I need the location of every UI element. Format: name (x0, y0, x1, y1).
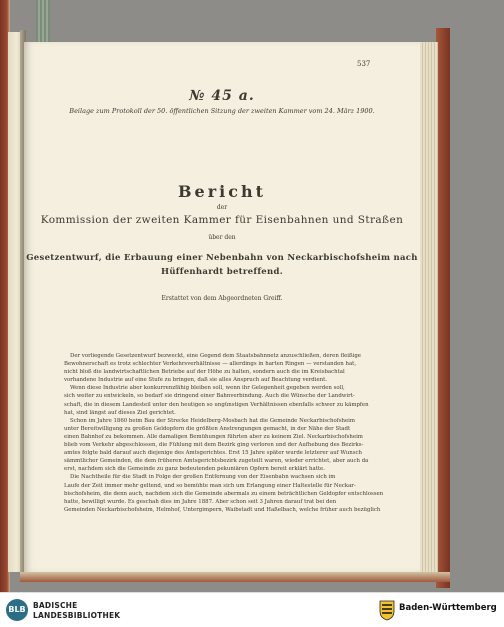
page-stack-edge (420, 42, 438, 576)
body-line: hat, sind längst auf dieses Ziel gerichtet. (64, 409, 176, 416)
body-line: unter Bereitwilligung zu großen Geldopfern die größten Anstrengungen gemacht, in der Nähe der Stadt (64, 425, 351, 432)
body-line: Bewohnerschaft es trotz schlechter Verkehrsverhältnisse — allerdings in harten Ringen — verstanden hat, (64, 361, 357, 368)
baden-wuerttemberg-crest-icon[interactable] (379, 599, 395, 621)
body-line: vorhandene Industrie auf eine Stufe zu bringen, daß sie alles Anspruch auf Beachtung verdient. (64, 377, 327, 384)
book-cover-right (436, 28, 450, 588)
body-line: Der vorliegende Gesetzentwurf bezweckt, eine Gegend dem Staatsbahnnetz anzuschließen, deren fleißige (70, 353, 361, 359)
state-name[interactable]: Baden-Württemberg (399, 603, 497, 613)
body-line: sich weiter zu entwickeln, so bedarf sie dringend einer Bahnverbindung. Auch die Wünsche der Landwirt- (64, 393, 355, 400)
body-line: Laufe der Zeit immer mehr geltend, und so bemühte man sich um Erlangung einer Haltestelle für Neckar- (64, 482, 356, 489)
page-number: 537 (357, 60, 371, 68)
body-text (64, 352, 382, 514)
bookmark-ribbon (36, 0, 50, 44)
body-line: erst, nachdem sich die Gemeinde zu ganz bedeutenden pekuniären Opfern bereit erklärt hatte. (64, 466, 325, 473)
rapporteur-line: Erstattet von dem Abgeordneten Greiff. (161, 295, 283, 302)
body-line: sämmtlicher Gemeinden, die dem früheren Amtsgerichtsbezirk zugeteilt waren, wieder errichtet, aber auch da (64, 458, 369, 465)
heading-connector-ueber: über den (208, 234, 236, 241)
document-number: № 45 a. (189, 88, 255, 104)
body-line: Die Nachtheile für die Stadt in Folge der großen Entfernung von der Eisenbahn wachsen sich im (70, 474, 336, 481)
body-line: Schon im Jahre 1860 beim Bau der Strecke Heidelberg-Mosbach hat die Gemeinde Neckarbischofsheim (70, 417, 356, 424)
body-line: schaft, die in diesem Landesteil unter den heutigen so ungünstigen Verhältnissen ebenfalls schwer zu kämpfen (64, 401, 369, 408)
body-line: hatte, bewilligt wurde. Es geschah dies im Jahre 1887. Aber schon seit 3 Jahren darauf trat bei den (64, 498, 337, 505)
blb-logo-icon[interactable]: BLB (6, 599, 28, 621)
document-subtitle: Beilage zum Protokoll der 50. öffentlichen Sitzung der zweiten Kammer vom 24. März 1900. (69, 107, 375, 115)
bill-title-line-2: Hüffenhardt betreffend. (161, 267, 283, 277)
footer-logo-bar (0, 592, 504, 627)
body-line: Gemeinden Neckarbischofsheim, Helmhof, Untergimpern, Waibstadt und Haßelbach, welche früher auch bezüglich (64, 506, 381, 513)
book-page (24, 42, 420, 572)
body-line: bischofsheim, die denn auch, nachdem sich die Gemeinde abermals zu einem beträchtlichen Geldopfer entschlossen (64, 490, 384, 497)
library-name-line-1[interactable]: BADISCHE (33, 601, 78, 610)
body-line: amtes folgte bald darauf auch diejenige des Amtsgerichtes. Erst 15 Jahre später wurde letzterer auf Wunsch (64, 450, 362, 457)
library-name-line-2[interactable]: LANDESBIBLIOTHEK (33, 611, 121, 620)
document-heading: Bericht (178, 182, 266, 201)
commission-title: Kommission der zweiten Kammer für Eisenbahnen und Straßen (40, 214, 404, 226)
body-line: blieb vom Verkehr abgeschlossen, die Fühlung mit dem Bezirk ging verloren und der Aufhebung des Bezirks- (64, 442, 364, 449)
body-line: Wenn diese Industrie aber konkurrenzfähig bleiben soll, wenn ihr Gelegenheit gegeben werden soll, (70, 385, 345, 392)
bill-title-line-1: Gesetzentwurf, die Erbauung einer Nebenbahn von Neckarbischofsheim nach (26, 253, 418, 263)
book-cover-bottom (20, 572, 450, 582)
body-line: einen Bahnhof zu bekommen. Alle damaligen Bemühungen führten aber zu keinem Ziel. Neckarbischofsheim (64, 433, 363, 440)
body-line: nicht bloß die landwirtschaftlichen Betriebe auf der Höhe zu halten, sondern auch die im Kreisbachtal (64, 369, 345, 376)
heading-connector-der: der (216, 204, 228, 211)
